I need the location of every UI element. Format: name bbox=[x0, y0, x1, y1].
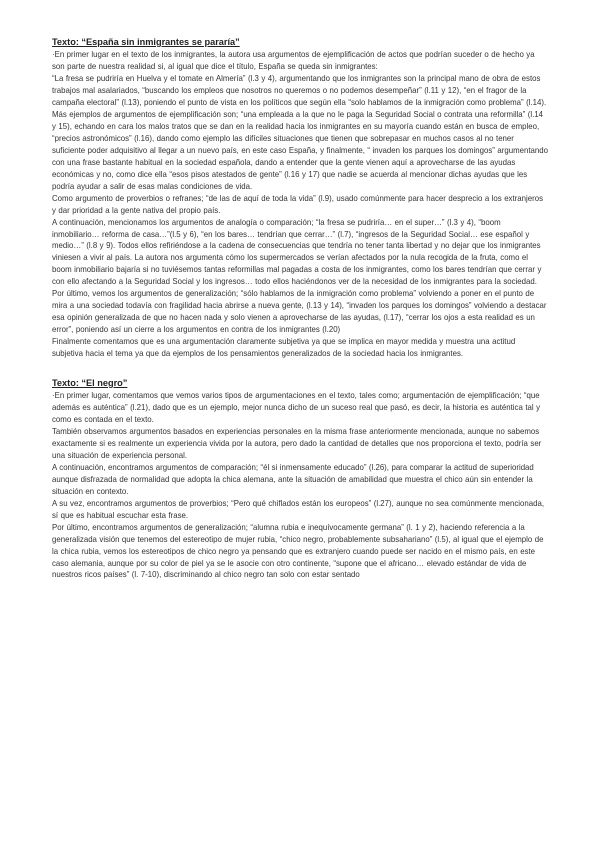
paragraph: Por último, vemos los argumentos de generalización; “sólo hablamos de la inmigración como problema” volviendo a poner en el punto de mira a una sociedad todavía con fragilidad hacia abrirse a nueva gente, (l.13 y 14), “invaden los parques los domingos” volviendo a destacar esa opinión generalizada de que no hacen nada y solo vienen a aprovecharse de las ayudas, (l.17), “cerrar los ojos a esta realidad es un error”, poniendo así un cierre a los argumentos en contra de los inmigrantes (l.20) bbox=[52, 289, 547, 335]
paragraph: También observamos argumentos basados en experiencias personales en la misma frase anteriormente mencionada, aunque no sabemos exactamente si es realmente un experiencia vivida por la autora, pero dado la cantidad de detalles que nos proporciona el texto, podría ser una situación de experiencia personal. bbox=[52, 427, 542, 460]
paragraph: Por último, encontramos argumentos de generalización; “alumna rubia e inequívocamente germana” (l. 1 y 2), haciendo referencia a la generalizada visión que tenemos del estereotipo de mujer rubia, “chico negro, probablemente subsahariano” (l.5), al igual que el ejemplo de la chica rubia, vemos los estereotipos de chico negro ya pensando que es extranjero cuando puede ser nacido en el mismo país, en este caso alemania, aunque por su color de piel ya se le asocie con otro continente, “supone que el africano… elevado estándar de vida de nuestros ricos países” (l. 7-10), discriminando al chico negro tan solo con estar sentado bbox=[52, 522, 544, 580]
paragraph: “La fresa se pudriría en Huelva y el tomate en Almería” (l.3 y 4), argumentando que los inmigrantes son la principal mano de obra de estos trabajos mal asalariados, “buscando los empleos que nosotros no queremos o no podemos desempeñar” (l.11 y 12), “en el fragor de la campaña electoral” (l.13), poniendo el punto de vista en los políticos que según ella “solo hablamos de la inmigración como problema” (l.14). Más ejemplos de argumentos de ejemplificación son; “una empleada a la que no le paga la Seguridad Social o contrata una reformilla” (l.14 y 15), echando en cara los malos tratos que se dan en la realidad hacia los inmigrantes en su mayoría cuando están en busca de empleo, “precios astronómicos” (l.16), dando como ejemplo las difíciles situaciones que tienen que sobrepasar en muchos casos al no tener suficiente poder adquisitivo al llegar a un nuevo país, en este caso España, y finalmente, “ invaden los parques los domingos” argumentando con una frase bastante habitual en la sociedad española, dando a entender que la gente vienen aquí a aprovecharse de las ayudas económicas y no, como dice ella “esos pisos atestados de gente” (l.16 y 17) que nadie se acuerda al mencionar dichas ayudas que les podría ayudar a salir de esas malas condiciones de vida. bbox=[52, 74, 548, 191]
paragraph: A su vez, encontramos argumentos de proverbios; “Pero qué chiflados están los europeos” (l.27), aunque no sea comúnmente mencionada, sí que es habitual escuchar esta frase. bbox=[52, 498, 544, 520]
paragraph: A continuación, mencionamos los argumentos de analogía o comparación; “la fresa se pudriría… en el super…” (l.3 y 4), “boom inmobiliario… reforma de casa…”(l.5 y 6), “en los bares… tendrían que cerrar…” (l.7), “ingresos de la Seguridad Social… ese español y medio…” (l.8 y 9). Todos ellos refiriéndose a la cadena de consecuencias que tendría no tener tanta libertad y no dejar que los inmigrantes viniesen a vivir al país. La autora nos argumenta cómo los supermercados se verían afectados por la nula recogida de la fruta, como el boom inmobiliario bajaría si no tuviésemos tantas reformillas mal pagadas a costa de los inmigrantes, como los bares tendrían que cerrar y con ello afectando a la Seguridad Social y los ingresos… todo ellos haciéndonos ver de la necesidad de los inmigrantes para la sociedad. bbox=[52, 217, 542, 287]
paragraph: A continuación, encontramos argumentos de comparación; “él si inmensamente educado” (l.26), para comparar la actitud de superioridad aunque disfrazada de normalidad que adopta la chica alemana, ante la situación de amabilidad que muestra el chico aún sin entender la situación en contexto. bbox=[52, 462, 534, 496]
paragraph: ·En primer lugar, comentamos que vemos varios tipos de argumentaciones en el texto, tales como; argumentación de ejemplificación; “que además es auténtica” (l.21), dado que es un ejemplo, mejor nunca dicho de un suceso real que pasó, es decir, la historia es auténtica tal y como es contada en el texto. bbox=[52, 391, 540, 425]
paragraph: Finalmente comentamos que es una argumentación claramente subjetiva ya que se implica en mayor medida y muestra una actitud subjetiva hacia el tema ya que da ejemplos de los pensamientos generalizados de la sociedad hacia los inmigrantes. bbox=[52, 337, 516, 359]
section-espana-sin-inmigrantes bbox=[52, 36, 548, 360]
paragraph: Como argumento de proverbios o refranes; “de las de aquí de toda la vida” (l.9), usado comúnmente para hacer desprecio a los extranjeros y dar prioridad a la gente nativa del propio país. bbox=[52, 193, 544, 215]
section-el-negro bbox=[52, 377, 548, 581]
section-title: Texto: “El negro” bbox=[52, 377, 128, 388]
paragraph: ·En primer lugar en el texto de los inmigrantes, la autora usa argumentos de ejemplificación de actos que podrían suceder o de hecho ya son parte de nuestra realidad si, al igual que dice el título, España se queda sin inmigrantes: bbox=[52, 50, 535, 72]
section-title: Texto: “España sin inmigrantes se pararía” bbox=[52, 37, 240, 47]
